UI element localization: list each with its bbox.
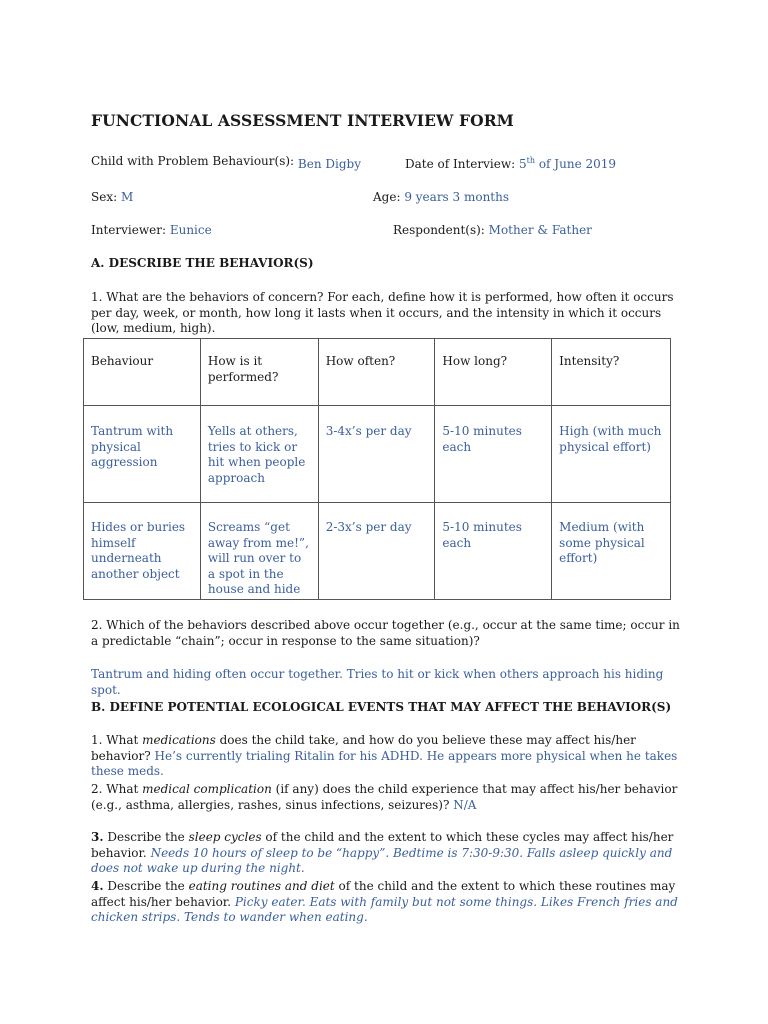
child-field bbox=[91, 154, 361, 170]
cell-how-performed: Screams “get away from me!”, will run over to a spot in the house and hide bbox=[200, 503, 318, 600]
cell-how-long: 5-10 minutes each bbox=[435, 406, 552, 503]
respondent-label: Respondent(s): bbox=[393, 223, 485, 237]
header-behaviour: Behaviour bbox=[84, 339, 201, 406]
interviewer-value: Eunice bbox=[169, 223, 212, 237]
cell-behaviour: Tantrum with physical aggression bbox=[84, 406, 201, 503]
section-b-answer-1: He’s currently trialing Ritalin for his ADHD. He appears more physical when he takes these meds. bbox=[91, 748, 678, 778]
section-b-item-3: 3. Describe the sleep cycles of the child and the extent to which these cycles may affect his/her behavior. Needs 10 hours of sleep to be “happy”. Bedtime is 7:30-9:30. Falls asleep quickly and does not wake up during the night. bbox=[91, 830, 674, 875]
age-value: 9 years 3 months bbox=[404, 190, 510, 204]
cell-intensity: High (with much physical effort) bbox=[552, 406, 671, 503]
section-b-item-1: 1. What medications does the child take, and how do you believe these may affect his/her behavior? He’s currently trialing Ritalin for his ADHD. He appears more physical when he takes these meds. bbox=[91, 733, 678, 778]
child-label: Child with Problem Behaviour(s): bbox=[91, 154, 295, 168]
date-label: Date of Interview: bbox=[405, 157, 516, 171]
form-title: FUNCTIONAL ASSESSMENT INTERVIEW FORM bbox=[91, 111, 514, 130]
table-header-row bbox=[84, 339, 671, 406]
date-value: 5th of June 2019 bbox=[518, 156, 617, 171]
section-a-question-2: 2. Which of the behaviors described above occur together (e.g., occur at the same time; occur in a predictable “chain”; occur in response to the same situation)? bbox=[91, 618, 680, 648]
date-field bbox=[405, 157, 616, 173]
section-b-item-2: 2. What medical complication (if any) does the child experience that may affect his/her behavior (e.g., asthma, allergies, rashes, sinus infections, seizures)? N/A bbox=[91, 782, 678, 812]
section-b-heading: B. DEFINE POTENTIAL ECOLOGICAL EVENTS THAT MAY AFFECT THE BEHAVIOR(S) bbox=[91, 700, 672, 714]
cell-intensity: Medium (with some physical effort) bbox=[552, 503, 671, 600]
cell-how-long: 5-10 minutes each bbox=[435, 503, 552, 600]
section-a-answer-2: Tantrum and hiding often occur together. Tries to hit or kick when others approach his hiding spot. bbox=[91, 667, 664, 697]
header-how-performed: How is it performed? bbox=[200, 339, 318, 406]
header-how-long: How long? bbox=[435, 339, 552, 406]
header-how-often: How often? bbox=[318, 339, 435, 406]
table-row bbox=[84, 503, 671, 600]
sex-value: M bbox=[120, 190, 134, 204]
section-b-answer-3: Needs 10 hours of sleep to be “happy”. Bedtime is 7:30-9:30. Falls asleep quickly and does not wake up during the night. bbox=[91, 845, 673, 875]
age-label: Age: bbox=[373, 190, 401, 204]
section-b-item-4: 4. Describe the eating routines and diet of the child and the extent to which these routines may affect his/her behavior. Picky eater. Eats with family but not some things. Likes French fries and chicken strips. Tends to wander when eating. bbox=[91, 879, 678, 924]
respondent-field bbox=[393, 223, 592, 239]
section-b-answer-2: N/A bbox=[453, 797, 477, 812]
behavior-table bbox=[83, 338, 671, 600]
interviewer-label: Interviewer: bbox=[91, 223, 166, 237]
cell-how-often: 2-3x’s per day bbox=[318, 503, 435, 600]
section-a-question-1: 1. What are the behaviors of concern? For each, define how it is performed, how often it occurs per day, week, or month, how long it lasts when it occurs, and the intensity in which it occurs (low, medium, high). bbox=[91, 290, 674, 335]
respondent-value: Mother & Father bbox=[488, 223, 592, 237]
interviewer-field bbox=[91, 223, 212, 239]
section-b-answer-4: Picky eater. Eats with family but not some things. Likes French fries and chicken strips. Tends to wander when eating. bbox=[91, 894, 678, 924]
sex-label: Sex: bbox=[91, 190, 118, 204]
age-field bbox=[373, 190, 509, 206]
child-value: Ben Digby bbox=[297, 157, 361, 171]
header-intensity: Intensity? bbox=[552, 339, 671, 406]
cell-behaviour: Hides or buries himself underneath another object bbox=[84, 503, 201, 600]
table-row bbox=[84, 406, 671, 503]
sex-field bbox=[91, 190, 133, 206]
section-a-heading: A. DESCRIBE THE BEHAVIOR(S) bbox=[91, 256, 314, 270]
cell-how-often: 3-4x’s per day bbox=[318, 406, 435, 503]
cell-how-performed: Yells at others, tries to kick or hit when people approach bbox=[200, 406, 318, 503]
